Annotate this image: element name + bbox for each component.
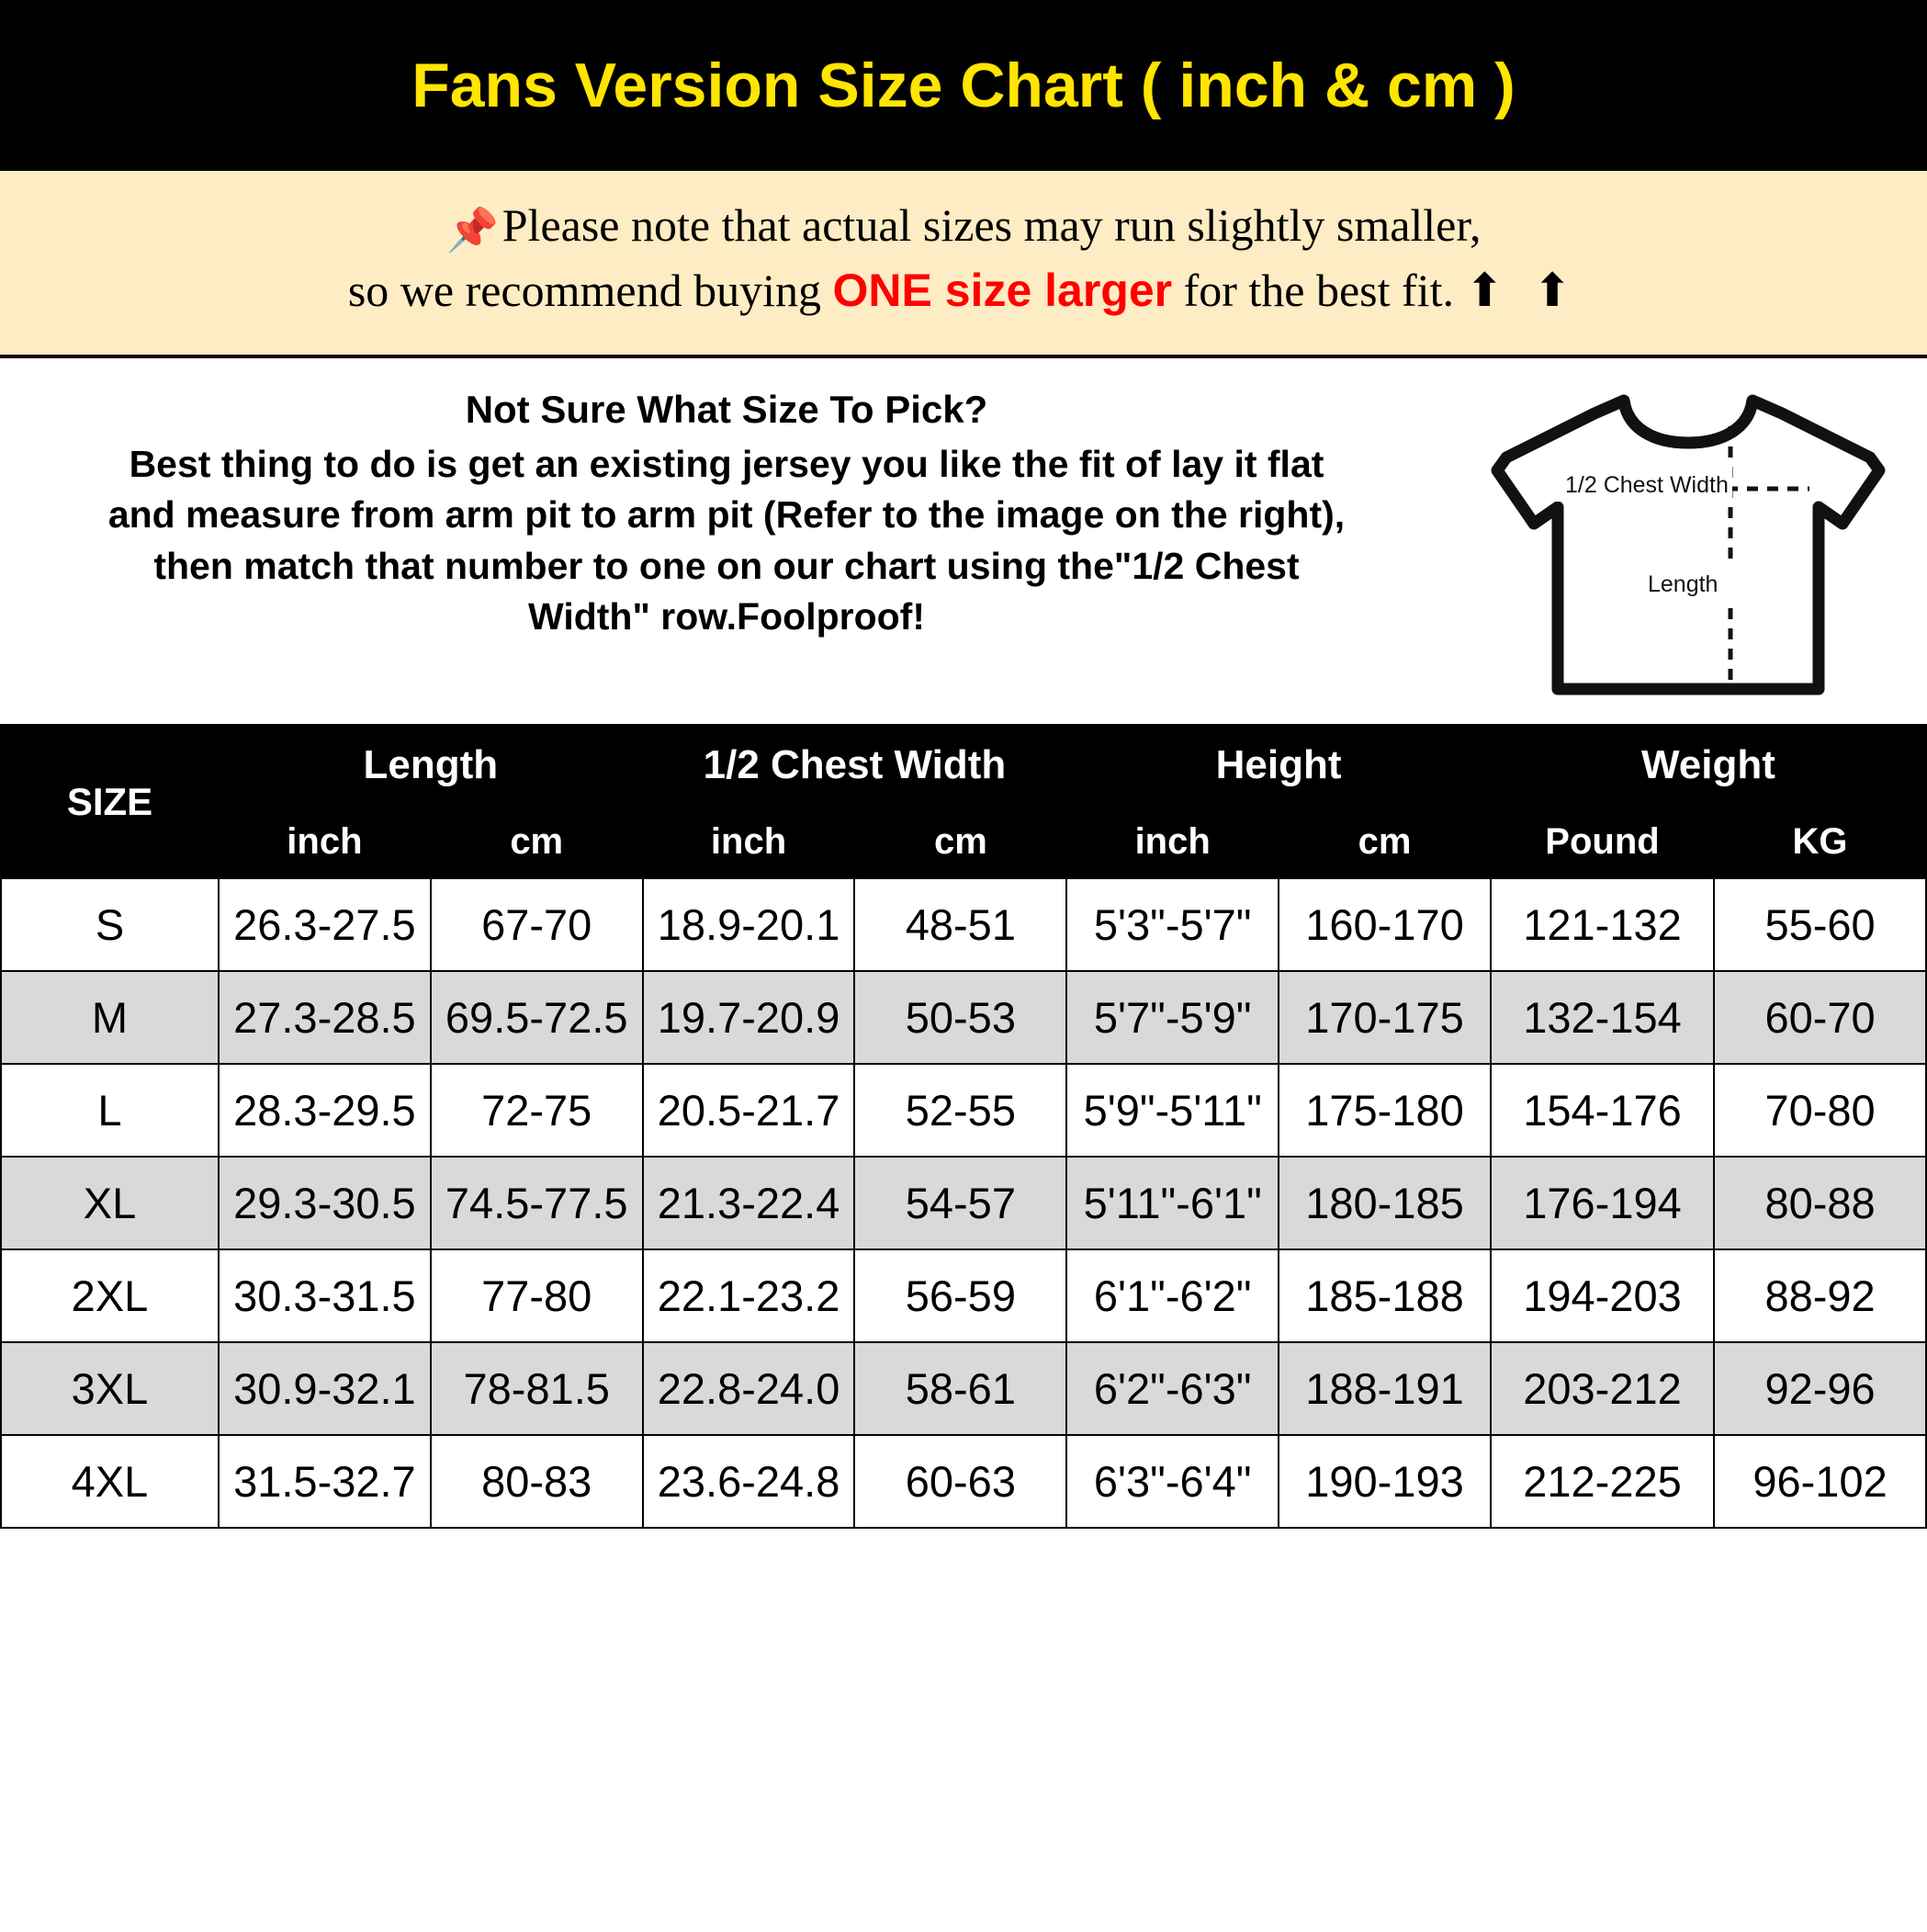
- cell-length-cm: 74.5-77.5: [431, 1157, 643, 1249]
- cell-weight-pound: 194-203: [1491, 1249, 1714, 1342]
- col-group-height: Height: [1066, 725, 1491, 806]
- cell-height-inch: 5'11"-6'1": [1066, 1157, 1279, 1249]
- cell-length-inch: 30.3-31.5: [219, 1249, 431, 1342]
- note-highlight: ONE size larger: [832, 265, 1173, 316]
- col-header-weight-pound: Pound: [1491, 806, 1714, 878]
- table-row: [1, 1157, 1926, 1249]
- cell-chest-inch: 18.9-20.1: [643, 878, 855, 971]
- note-banner: [0, 171, 1927, 358]
- pushpin-icon: 📌: [445, 207, 499, 254]
- table-group-header-row: [1, 725, 1926, 806]
- col-group-weight: Weight: [1491, 725, 1926, 806]
- help-body-line-3: then match that number to one on our chart using the"1/2 Chest: [153, 544, 1300, 587]
- cell-weight-kg: 80-88: [1714, 1157, 1926, 1249]
- col-header-chest-inch: inch: [643, 806, 855, 878]
- note-line-1-text: Please note that actual sizes may run slightly smaller,: [501, 199, 1482, 251]
- cell-chest-inch: 19.7-20.9: [643, 971, 855, 1064]
- cell-length-cm: 78-81.5: [431, 1342, 643, 1435]
- cell-weight-pound: 132-154: [1491, 971, 1714, 1064]
- cell-weight-pound: 203-212: [1491, 1342, 1714, 1435]
- cell-height-inch: 5'7"-5'9": [1066, 971, 1279, 1064]
- cell-weight-pound: 121-132: [1491, 878, 1714, 971]
- cell-chest-inch: 22.8-24.0: [643, 1342, 855, 1435]
- table-row: [1, 971, 1926, 1064]
- col-header-size: SIZE: [1, 725, 219, 878]
- help-body-line-1: Best thing to do is get an existing jersey you like the fit of lay it flat: [129, 443, 1324, 485]
- cell-length-inch: 31.5-32.7: [219, 1435, 431, 1528]
- col-header-height-inch: inch: [1066, 806, 1279, 878]
- cell-chest-cm: 48-51: [854, 878, 1066, 971]
- table-row: [1, 1435, 1926, 1528]
- cell-weight-kg: 88-92: [1714, 1249, 1926, 1342]
- col-header-weight-kg: KG: [1714, 806, 1926, 878]
- cell-chest-inch: 20.5-21.7: [643, 1064, 855, 1157]
- table-row: [1, 878, 1926, 971]
- cell-chest-cm: 58-61: [854, 1342, 1066, 1435]
- cell-height-inch: 6'2"-6'3": [1066, 1342, 1279, 1435]
- table-row: [1, 1249, 1926, 1342]
- table-unit-header-row: [1, 806, 1926, 878]
- cell-height-inch: 5'9"-5'11": [1066, 1064, 1279, 1157]
- cell-weight-pound: 212-225: [1491, 1435, 1714, 1528]
- help-body-line-4: Width" row.Foolproof!: [528, 595, 925, 638]
- tshirt-length-label: Length: [1648, 571, 1719, 597]
- note-line-2-prefix: so we recommend buying: [347, 265, 833, 316]
- cell-weight-kg: 92-96: [1714, 1342, 1926, 1435]
- cell-length-inch: 27.3-28.5: [219, 971, 431, 1064]
- note-line-2: [37, 258, 1890, 323]
- up-arrows-icon: ⬆ ⬆: [1465, 264, 1580, 317]
- table-row: [1, 1064, 1926, 1157]
- cell-height-cm: 185-188: [1279, 1249, 1491, 1342]
- help-section: [0, 358, 1927, 724]
- cell-chest-cm: 56-59: [854, 1249, 1066, 1342]
- tshirt-chest-label: 1/2 Chest Width: [1565, 472, 1729, 498]
- cell-size: 3XL: [1, 1342, 219, 1435]
- page-title-bar: [0, 0, 1927, 171]
- note-line-1: [37, 193, 1890, 258]
- cell-weight-kg: 96-102: [1714, 1435, 1926, 1528]
- help-body-line-2: and measure from arm pit to arm pit (Refer to the image on the right),: [107, 493, 1346, 537]
- cell-length-cm: 69.5-72.5: [431, 971, 643, 1064]
- cell-height-cm: 190-193: [1279, 1435, 1491, 1528]
- cell-size: 4XL: [1, 1435, 219, 1528]
- tshirt-diagram: [1449, 382, 1927, 707]
- cell-length-cm: 80-83: [431, 1435, 643, 1528]
- cell-length-inch: 30.9-32.1: [219, 1342, 431, 1435]
- note-line-2-suffix: for the best fit.: [1172, 265, 1466, 316]
- col-header-chest-cm: cm: [854, 806, 1066, 878]
- cell-height-cm: 175-180: [1279, 1064, 1491, 1157]
- cell-height-cm: 188-191: [1279, 1342, 1491, 1435]
- col-header-height-cm: cm: [1279, 806, 1491, 878]
- help-text-block: [0, 382, 1449, 642]
- cell-length-cm: 67-70: [431, 878, 643, 971]
- page-title: Fans Version Size Chart ( inch & cm ): [411, 51, 1516, 120]
- size-chart-table: [0, 724, 1927, 1529]
- cell-height-inch: 6'1"-6'2": [1066, 1249, 1279, 1342]
- tshirt-diagram-icon: [1486, 386, 1890, 707]
- col-header-length-inch: inch: [219, 806, 431, 878]
- cell-size: M: [1, 971, 219, 1064]
- cell-chest-inch: 22.1-23.2: [643, 1249, 855, 1342]
- col-group-length: Length: [219, 725, 643, 806]
- cell-size: L: [1, 1064, 219, 1157]
- cell-length-inch: 26.3-27.5: [219, 878, 431, 971]
- cell-height-cm: 170-175: [1279, 971, 1491, 1064]
- table-head: [1, 725, 1926, 878]
- col-group-chest-width: 1/2 Chest Width: [643, 725, 1067, 806]
- cell-weight-kg: 55-60: [1714, 878, 1926, 971]
- cell-weight-kg: 70-80: [1714, 1064, 1926, 1157]
- cell-chest-inch: 21.3-22.4: [643, 1157, 855, 1249]
- cell-length-inch: 28.3-29.5: [219, 1064, 431, 1157]
- col-header-length-cm: cm: [431, 806, 643, 878]
- help-heading: Not Sure What Size To Pick?: [465, 388, 988, 431]
- table-row: [1, 1342, 1926, 1435]
- cell-chest-cm: 60-63: [854, 1435, 1066, 1528]
- cell-weight-pound: 154-176: [1491, 1064, 1714, 1157]
- cell-size: XL: [1, 1157, 219, 1249]
- cell-weight-pound: 176-194: [1491, 1157, 1714, 1249]
- cell-size: 2XL: [1, 1249, 219, 1342]
- cell-chest-cm: 52-55: [854, 1064, 1066, 1157]
- cell-length-cm: 77-80: [431, 1249, 643, 1342]
- cell-size: S: [1, 878, 219, 971]
- cell-chest-inch: 23.6-24.8: [643, 1435, 855, 1528]
- cell-height-inch: 6'3"-6'4": [1066, 1435, 1279, 1528]
- cell-weight-kg: 60-70: [1714, 971, 1926, 1064]
- cell-height-inch: 5'3"-5'7": [1066, 878, 1279, 971]
- cell-length-cm: 72-75: [431, 1064, 643, 1157]
- table-body: [1, 878, 1926, 1528]
- cell-chest-cm: 54-57: [854, 1157, 1066, 1249]
- cell-length-inch: 29.3-30.5: [219, 1157, 431, 1249]
- cell-height-cm: 160-170: [1279, 878, 1491, 971]
- cell-height-cm: 180-185: [1279, 1157, 1491, 1249]
- cell-chest-cm: 50-53: [854, 971, 1066, 1064]
